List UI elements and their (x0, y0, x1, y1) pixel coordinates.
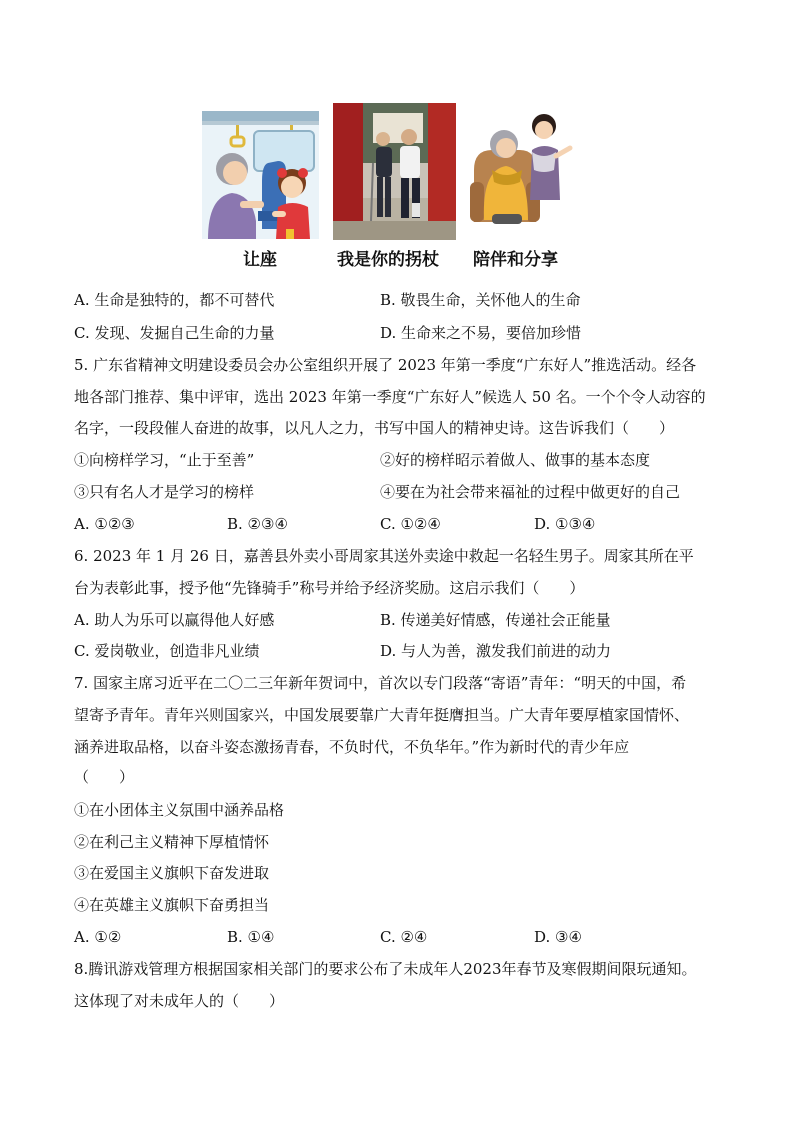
q7-statement-4: ④在英雄主义旗帜下奋勇担当 (74, 896, 270, 914)
q6-option-b: B. 传递美好情感，传递社会正能量 (380, 611, 611, 629)
q7-stem-line-3: 涵养进取品格，以奋斗姿态激扬青春，不负时代，不负华年。”作为新时代的青少年应 (74, 738, 630, 756)
q5-stem-line-2: 地各部门推荐、集中评审，选出 2023 年第一季度“广东好人”候选人 50 名。一个个令人动容的 (74, 388, 706, 406)
q7-statement-1: ①在小团体主义氛围中涵养品格 (74, 801, 285, 819)
photo-being-your-crutch (333, 103, 456, 240)
q4-option-c: C. 发现、发掘自己生命的力量 (74, 324, 275, 342)
illustration-giving-seat (202, 111, 319, 239)
q5-option-a: A. ①②③ (74, 515, 135, 533)
q5-statement-1: ①向榜样学习，“止于至善” (74, 451, 255, 469)
q7-stem-line-4: （ ） (74, 768, 135, 786)
q6-stem-line-1: 6. 2023 年 1 月 26 日，嘉善县外卖小哥周家其送外卖途中救起一名轻生男子。周家其所在平 (74, 547, 694, 565)
q7-statement-3: ③在爱国主义旗帜下奋发进取 (74, 864, 270, 882)
caption-giving-seat: 让座 (243, 250, 277, 270)
q6-stem-line-2: 台为表彰此事，授予他“先锋骑手”称号并给予经济奖励。这启示我们（ ） (74, 579, 585, 597)
q6-option-d: D. 与人为善，激发我们前进的动力 (380, 642, 612, 660)
illustration-companionship-sharing (470, 110, 574, 228)
q5-option-d: D. ①③④ (534, 515, 596, 533)
caption-being-your-crutch: 我是你的拐杖 (337, 250, 439, 270)
caption-companionship-sharing: 陪伴和分享 (473, 250, 558, 270)
q4-option-d: D. 生命来之不易，要倍加珍惜 (380, 324, 582, 342)
q7-option-b: B. ①④ (227, 928, 275, 946)
q4-option-a: A. 生命是独特的，都不可替代 (74, 291, 275, 309)
q5-option-c: C. ①②④ (380, 515, 441, 533)
q8-stem-line-2: 这体现了对未成年人的（ ） (74, 992, 285, 1010)
q7-option-a: A. ①② (74, 928, 122, 946)
q7-option-d: D. ③④ (534, 928, 582, 946)
q5-statement-2: ②好的榜样昭示着做人、做事的基本态度 (380, 451, 651, 469)
q7-option-c: C. ②④ (380, 928, 428, 946)
q7-stem-line-2: 望寄予青年。青年兴则国家兴，中国发展要靠广大青年挺膺担当。广大青年要厚植家国情怀、 (74, 706, 690, 724)
q6-option-a: A. 助人为乐可以赢得他人好感 (74, 611, 275, 629)
q5-stem-line-3: 名字，一段段催人奋进的故事，以凡人之力，书写中国人的精神史诗。这告诉我们（ ） (74, 419, 675, 437)
q5-statement-3: ③只有名人才是学习的榜样 (74, 483, 255, 501)
q5-option-b: B. ②③④ (227, 515, 288, 533)
q8-stem-line-1: 8.腾讯游戏管理方根据国家相关部门的要求公布了未成年人2023年春节及寒假期间限玩通知。 (74, 960, 697, 978)
q4-option-b: B. 敬畏生命，关怀他人的生命 (380, 291, 581, 309)
q5-stem-line-1: 5. 广东省精神文明建设委员会办公室组织开展了 2023 年第一季度“广东好人”推选活动。经各 (74, 356, 697, 374)
q5-statement-4: ④要在为社会带来福祉的过程中做更好的自己 (380, 483, 681, 501)
q6-option-c: C. 爱岗敬业，创造非凡业绩 (74, 642, 260, 660)
q7-statement-2: ②在利己主义精神下厚植情怀 (74, 833, 270, 851)
q7-stem-line-1: 7. 国家主席习近平在二〇二三年新年贺词中，首次以专门段落“寄语”青年：“明天的中国，希 (74, 674, 687, 692)
